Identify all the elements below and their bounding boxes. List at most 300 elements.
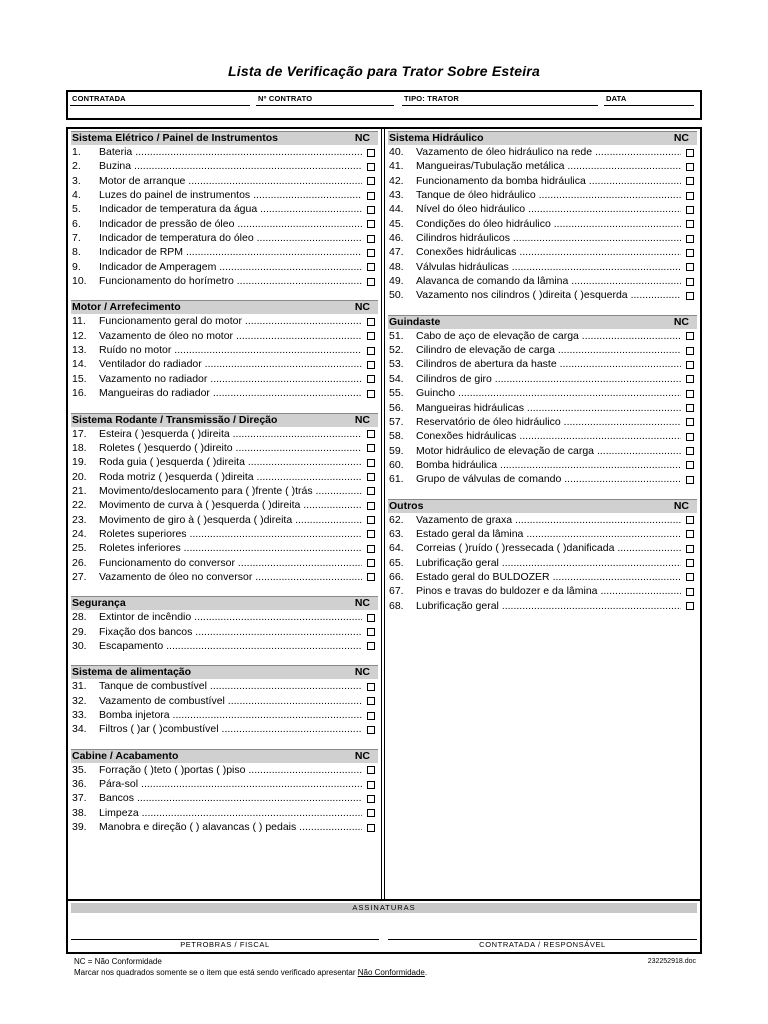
item-number: 52. (389, 344, 404, 357)
item-label: Ventilador do radiador ..... (99, 357, 362, 371)
checklist-item (71, 217, 378, 231)
item-label: Correias ( )ruído ( )ressecada ( )danificada ..... (416, 541, 681, 555)
item-label: Indicador de temperatura da água ..... (99, 202, 362, 216)
nc-checkbox[interactable] (367, 318, 375, 326)
checklist-item (388, 231, 697, 245)
checklist-item (388, 372, 697, 386)
item-label: Tanque de combustível ..... (99, 679, 362, 693)
checklist-item (388, 329, 697, 343)
checklist-item (71, 314, 378, 328)
item-number: 39. (72, 821, 87, 834)
nc-checkbox[interactable] (686, 347, 694, 355)
item-number: 48. (389, 260, 404, 273)
item-label: Funcionamento do horímetro ..... (99, 274, 362, 288)
nc-column-label: NC (354, 749, 370, 762)
checklist-item (71, 820, 378, 834)
item-number: 63. (389, 527, 404, 540)
checklist-item (388, 599, 697, 613)
item-number: 34. (72, 723, 87, 736)
item-number: 13. (72, 344, 87, 357)
nc-checkbox[interactable] (686, 461, 694, 469)
item-number: 33. (72, 709, 87, 721)
item-number: 66. (389, 570, 404, 583)
checklist-item (71, 329, 378, 343)
item-number: 55. (389, 387, 404, 400)
item-number: 53. (389, 358, 404, 371)
item-number: 2. (72, 160, 81, 173)
item-number: 49. (389, 275, 404, 288)
contratada-label: CONTRATADA (72, 94, 126, 103)
signatures-area (68, 899, 700, 954)
item-label: Escapamento ..... (99, 639, 362, 653)
item-label: Fixação dos bancos ..... (99, 625, 362, 639)
item-label: Movimento/deslocamento para ( )frente ( )trás ..... (99, 484, 362, 498)
item-number: 41. (389, 160, 404, 173)
nc-checkbox[interactable] (367, 545, 375, 553)
item-number: 7. (72, 232, 81, 245)
item-number: 12. (72, 329, 87, 342)
item-label: Mangueiras do radiador ..... (99, 386, 362, 400)
signatures-title: ASSINATURAS (71, 903, 697, 913)
item-number: 5. (72, 203, 81, 216)
item-label: Reservatório de óleo hidráulico ..... (416, 415, 681, 429)
section-header (71, 413, 378, 427)
item-number: 21. (72, 484, 87, 497)
checklist-item (71, 145, 378, 159)
checklist-item (71, 357, 378, 371)
nc-checkbox[interactable] (367, 347, 375, 355)
item-number: 65. (389, 556, 404, 569)
checklist-item (71, 470, 378, 484)
instruction-pre: Marcar nos quadrados somente se o item que está sendo verificado apresentar (74, 968, 358, 977)
item-label: Esteira ( )esquerda ( )direita ..... (99, 427, 362, 441)
item-label: Nível do óleo hidráulico ..... (416, 202, 681, 216)
nc-checkbox[interactable] (686, 249, 694, 257)
item-label: Pára-sol ..... (99, 777, 362, 791)
nc-checkbox[interactable] (367, 712, 375, 720)
checklist-item (388, 556, 697, 570)
checklist-item (71, 556, 378, 570)
item-label: Vazamento de óleo no conversor ..... (99, 570, 362, 584)
tipo-field[interactable] (400, 92, 604, 118)
nc-column-label: NC (354, 132, 370, 144)
item-number: 28. (72, 611, 87, 624)
item-number: 24. (72, 527, 87, 540)
item-label: Buzina ..... (99, 159, 362, 173)
item-label: Roda motriz ( )esquerda ( )direita ..... (99, 470, 362, 484)
checklist-item (71, 722, 378, 736)
checklist-item (388, 357, 697, 371)
contrato-field[interactable] (254, 92, 400, 118)
nc-checkbox[interactable] (367, 573, 375, 581)
item-label: Grupo de válvulas de comando ..... (416, 472, 681, 486)
contratada-field[interactable] (68, 92, 256, 118)
section-title: Cabine / Acabamento (72, 749, 179, 762)
nc-checkbox[interactable] (367, 473, 375, 481)
nc-checkbox[interactable] (686, 220, 694, 228)
section-title: Sistema Hidráulico (389, 132, 484, 144)
item-number: 4. (72, 189, 81, 202)
signature-petrobras[interactable]: PETROBRAS / FISCAL (71, 939, 379, 950)
item-number: 17. (72, 427, 87, 440)
nc-checkbox[interactable] (686, 163, 694, 171)
checklist-item (71, 570, 378, 584)
nc-checkbox[interactable] (367, 726, 375, 734)
item-label: Mangueiras/Tubulação metálica ..... (416, 159, 681, 173)
item-label: Conexões hidráulicas ..... (416, 429, 681, 443)
item-number: 26. (72, 556, 87, 569)
item-number: 20. (72, 470, 87, 483)
item-number: 67. (389, 585, 404, 598)
nc-checkbox[interactable] (367, 177, 375, 185)
item-number: 46. (389, 232, 404, 245)
item-number: 51. (389, 329, 404, 342)
nc-checkbox[interactable] (686, 375, 694, 383)
section-title: Sistema de alimentação (72, 666, 192, 679)
section-header (71, 131, 378, 145)
nc-column-label: NC (354, 301, 370, 314)
nc-checkbox[interactable] (367, 430, 375, 438)
checklist-item (71, 679, 378, 693)
section-title: Guindaste (389, 315, 441, 328)
nc-checkbox[interactable] (367, 516, 375, 524)
nc-checkbox[interactable] (367, 361, 375, 369)
item-number: 45. (389, 217, 404, 230)
checklist-item (388, 444, 697, 458)
data-label: DATA (606, 94, 627, 103)
item-number: 43. (389, 189, 404, 202)
nc-checkbox[interactable] (367, 628, 375, 636)
item-number: 50. (389, 289, 404, 302)
data-field[interactable] (602, 92, 700, 118)
nc-checkbox[interactable] (686, 332, 694, 340)
header-fields (66, 90, 702, 120)
nc-legend: NC = Não Conformidade (74, 957, 162, 966)
checklist-item (388, 274, 697, 288)
nc-checkbox[interactable] (367, 502, 375, 510)
nc-column-label: NC (354, 666, 370, 679)
nc-checkbox[interactable] (686, 433, 694, 441)
nc-checkbox[interactable] (686, 418, 694, 426)
checklist-item (71, 174, 378, 188)
item-number: 60. (389, 458, 404, 471)
nc-checkbox[interactable] (686, 573, 694, 581)
signature-contratada[interactable]: CONTRATADA / RESPONSÁVEL (388, 939, 697, 950)
item-number: 36. (72, 778, 87, 791)
nc-checkbox[interactable] (367, 459, 375, 467)
checklist-item (71, 610, 378, 624)
item-number: 15. (72, 372, 87, 385)
section-title: Motor / Arrefecimento (72, 301, 181, 314)
nc-checkbox[interactable] (686, 602, 694, 610)
checklist-item (71, 791, 378, 805)
checklist-item (71, 274, 378, 288)
item-number: 37. (72, 792, 87, 805)
item-label: Tanque de óleo hidráulico ..... (416, 188, 681, 202)
item-label: Cilindros de abertura da haste ..... (416, 357, 681, 371)
item-label: Funcionamento do conversor ..... (99, 556, 362, 570)
item-label: Cilindros de giro ..... (416, 372, 681, 386)
item-number: 25. (72, 542, 87, 555)
nc-checkbox[interactable] (367, 642, 375, 650)
nc-checkbox[interactable] (686, 390, 694, 398)
item-label: Bancos ..... (99, 791, 362, 805)
checklist-item (71, 231, 378, 245)
checklist-item (388, 145, 697, 159)
item-label: Indicador de Amperagem ..... (99, 260, 362, 274)
nc-column-label: NC (673, 499, 689, 512)
nc-checkbox[interactable] (367, 192, 375, 200)
section-header (71, 665, 378, 679)
checklist-item (388, 527, 697, 541)
checklist-item (388, 513, 697, 527)
instruction-text (74, 968, 427, 977)
nc-checkbox[interactable] (686, 177, 694, 185)
item-label: Motor hidráulico de elevação de carga ..... (416, 444, 681, 458)
item-number: 30. (72, 639, 87, 652)
item-number: 64. (389, 542, 404, 555)
section-header (388, 315, 697, 329)
item-label: Lubrificação geral ..... (416, 599, 681, 613)
item-label: Cabo de aço de elevação de carga ..... (416, 329, 681, 343)
nc-checkbox[interactable] (686, 292, 694, 300)
checklist-form (66, 127, 702, 954)
nc-checkbox[interactable] (367, 697, 375, 705)
nc-checkbox[interactable] (367, 278, 375, 286)
doc-code: 232252918.doc (647, 958, 696, 965)
nc-checkbox[interactable] (686, 559, 694, 567)
item-label: Funcionamento da bomba hidráulica ..... (416, 174, 681, 188)
nc-checkbox[interactable] (367, 683, 375, 691)
checklist-item (388, 472, 697, 486)
item-number: 54. (389, 372, 404, 385)
nc-checkbox[interactable] (686, 235, 694, 243)
item-number: 58. (389, 430, 404, 443)
nc-checkbox[interactable] (686, 404, 694, 412)
nc-checkbox[interactable] (686, 476, 694, 484)
item-label: Indicador de pressão de óleo ..... (99, 217, 362, 231)
section-header (71, 596, 378, 610)
nc-checkbox[interactable] (367, 487, 375, 495)
nc-checkbox[interactable] (367, 263, 375, 271)
item-number: 56. (389, 401, 404, 414)
nc-checkbox[interactable] (367, 332, 375, 340)
nc-column-label: NC (673, 132, 689, 144)
checklist-item (71, 625, 378, 639)
checklist-item (71, 427, 378, 441)
item-label: Válvulas hidráulicas ..... (416, 260, 681, 274)
item-label: Movimento de giro à ( )esquerda ( )direita ..... (99, 513, 362, 527)
nc-checkbox[interactable] (686, 516, 694, 524)
item-label: Cilindro de elevação de carga ..... (416, 343, 681, 357)
checklist-item (388, 386, 697, 400)
instruction-post: . (424, 968, 428, 977)
item-label: Vazamento de combustível ..... (99, 694, 362, 708)
nc-checkbox[interactable] (367, 781, 375, 789)
item-number: 32. (72, 694, 87, 707)
checklist-item (388, 260, 697, 274)
nc-checkbox[interactable] (686, 361, 694, 369)
checklist-item (71, 541, 378, 555)
item-label: Conexões hidráulicas ..... (416, 245, 681, 259)
nc-checkbox[interactable] (367, 390, 375, 398)
checklist-item (388, 343, 697, 357)
item-label: Roletes ( )esquerdo ( )direito ..... (99, 441, 362, 455)
checklist-item (388, 217, 697, 231)
section-header (388, 499, 697, 513)
nc-checkbox[interactable] (367, 206, 375, 214)
item-label: Vazamento de óleo no motor ..... (99, 329, 362, 343)
section-header (388, 131, 697, 145)
item-label: Bateria ..... (99, 145, 362, 159)
checklist-item (388, 429, 697, 443)
item-number: 35. (72, 763, 87, 776)
checklist-item (71, 484, 378, 498)
section-header (71, 300, 378, 314)
item-number: 59. (389, 444, 404, 457)
item-label: Condições do óleo hidráulico ..... (416, 217, 681, 231)
checklist-item (388, 174, 697, 188)
nc-checkbox[interactable] (686, 206, 694, 214)
nc-checkbox[interactable] (367, 149, 375, 157)
checklist-item (71, 513, 378, 527)
checklist-item (71, 188, 378, 202)
item-number: 61. (389, 473, 404, 486)
nc-checkbox[interactable] (367, 220, 375, 228)
item-number: 22. (72, 499, 87, 512)
section-title: Sistema Elétrico / Painel de Instrumentos (72, 132, 278, 144)
item-number: 57. (389, 415, 404, 428)
checklist-item (71, 694, 378, 708)
item-label: Alavanca de comando da lâmina ..... (416, 274, 681, 288)
item-label: Roletes superiores ..... (99, 527, 362, 541)
nc-checkbox[interactable] (367, 614, 375, 622)
checklist-item (71, 639, 378, 653)
checklist-item (388, 570, 697, 584)
item-number: 19. (72, 456, 87, 469)
checklist-item (71, 455, 378, 469)
item-number: 27. (72, 570, 87, 583)
nc-checkbox[interactable] (686, 530, 694, 538)
nc-checkbox[interactable] (367, 559, 375, 567)
checklist-item (71, 159, 378, 173)
checklist-item (71, 372, 378, 386)
item-label: Vazamento no radiador ..... (99, 372, 362, 386)
item-number: 8. (72, 246, 81, 259)
nc-checkbox[interactable] (367, 375, 375, 383)
nc-column-label: NC (354, 413, 370, 426)
item-label: Luzes do painel de instrumentos ..... (99, 188, 362, 202)
nc-checkbox[interactable] (367, 530, 375, 538)
item-number: 16. (72, 387, 87, 400)
nc-checkbox[interactable] (367, 824, 375, 832)
nc-checkbox[interactable] (686, 545, 694, 553)
section-title: Segurança (72, 597, 126, 610)
item-number: 6. (72, 217, 81, 230)
item-label: Cilindros hidráulicos ..... (416, 231, 681, 245)
item-label: Manobra e direção ( ) alavancas ( ) pedais ..... (99, 820, 362, 834)
item-label: Funcionamento geral do motor ..... (99, 314, 362, 328)
checklist-item (388, 584, 697, 598)
nc-checkbox[interactable] (686, 588, 694, 596)
item-label: Vazamento nos cilindros ( )direita ( )esquerda ..... (416, 288, 681, 302)
item-label: Bomba injetora ..... (99, 708, 362, 722)
item-label: Roda guia ( )esquerda ( )direita ..... (99, 455, 362, 469)
checklist-item (388, 415, 697, 429)
item-label: Movimento de curva à ( )esquerda ( )direita ..... (99, 498, 362, 512)
instruction-emphasis: Não Conformidade (357, 968, 425, 977)
item-number: 3. (72, 174, 81, 187)
item-number: 11. (72, 315, 86, 328)
item-label: Indicador de RPM ..... (99, 245, 362, 259)
item-label: Forração ( )teto ( )portas ( )piso ..... (99, 763, 362, 777)
checklist-item (71, 708, 378, 722)
tipo-label: TIPO: TRATOR (404, 94, 460, 103)
item-number: 38. (72, 806, 87, 819)
item-label: Estado geral do BULDOZER ..... (416, 570, 681, 584)
item-label: Guincho ..... (416, 386, 681, 400)
nc-checkbox[interactable] (367, 444, 375, 452)
checklist-item (388, 288, 697, 302)
item-label: Lubrificação geral ..... (416, 556, 681, 570)
item-label: Vazamento de graxa ..... (416, 513, 681, 527)
nc-checkbox[interactable] (367, 809, 375, 817)
checklist-item (71, 763, 378, 777)
item-number: 14. (72, 358, 87, 371)
nc-column-label: NC (354, 597, 370, 610)
checklist-item (388, 245, 697, 259)
item-number: 44. (389, 203, 404, 216)
checklist-item (71, 777, 378, 791)
item-number: 23. (72, 513, 87, 526)
item-label: Roletes inferiores ..... (99, 541, 362, 555)
nc-checkbox[interactable] (367, 163, 375, 171)
section-title: Outros (389, 499, 424, 512)
checklist-item (388, 458, 697, 472)
nc-checkbox[interactable] (367, 795, 375, 803)
item-label: Mangueiras hidráulicas ..... (416, 401, 681, 415)
nc-checkbox[interactable] (367, 235, 375, 243)
item-number: 18. (72, 441, 87, 454)
checklist-item (388, 159, 697, 173)
item-number: 29. (72, 625, 87, 638)
checklist-item (71, 386, 378, 400)
section-title: Sistema Rodante / Transmissão / Direção (72, 413, 278, 426)
item-number: 40. (389, 146, 404, 158)
nc-checkbox[interactable] (686, 447, 694, 455)
right-column (384, 129, 700, 899)
item-number: 10. (72, 275, 87, 288)
checklist-item (71, 806, 378, 820)
section-header (71, 749, 378, 763)
item-label: Motor de arranque ..... (99, 174, 362, 188)
item-label: Pinos e travas do buldozer e da lâmina ..... (416, 584, 681, 598)
checklist-item (71, 343, 378, 357)
checklist-item (71, 527, 378, 541)
left-column (68, 129, 382, 899)
nc-checkbox[interactable] (686, 192, 694, 200)
nc-checkbox[interactable] (367, 249, 375, 257)
checklist-item (388, 202, 697, 216)
item-number: 42. (389, 174, 404, 187)
nc-checkbox[interactable] (686, 278, 694, 286)
nc-checkbox[interactable] (367, 766, 375, 774)
item-label: Bomba hidráulica ..... (416, 458, 681, 472)
nc-checkbox[interactable] (686, 263, 694, 271)
item-number: 47. (389, 246, 404, 259)
nc-checkbox[interactable] (686, 149, 694, 157)
contrato-label: Nº CONTRATO (258, 94, 313, 103)
